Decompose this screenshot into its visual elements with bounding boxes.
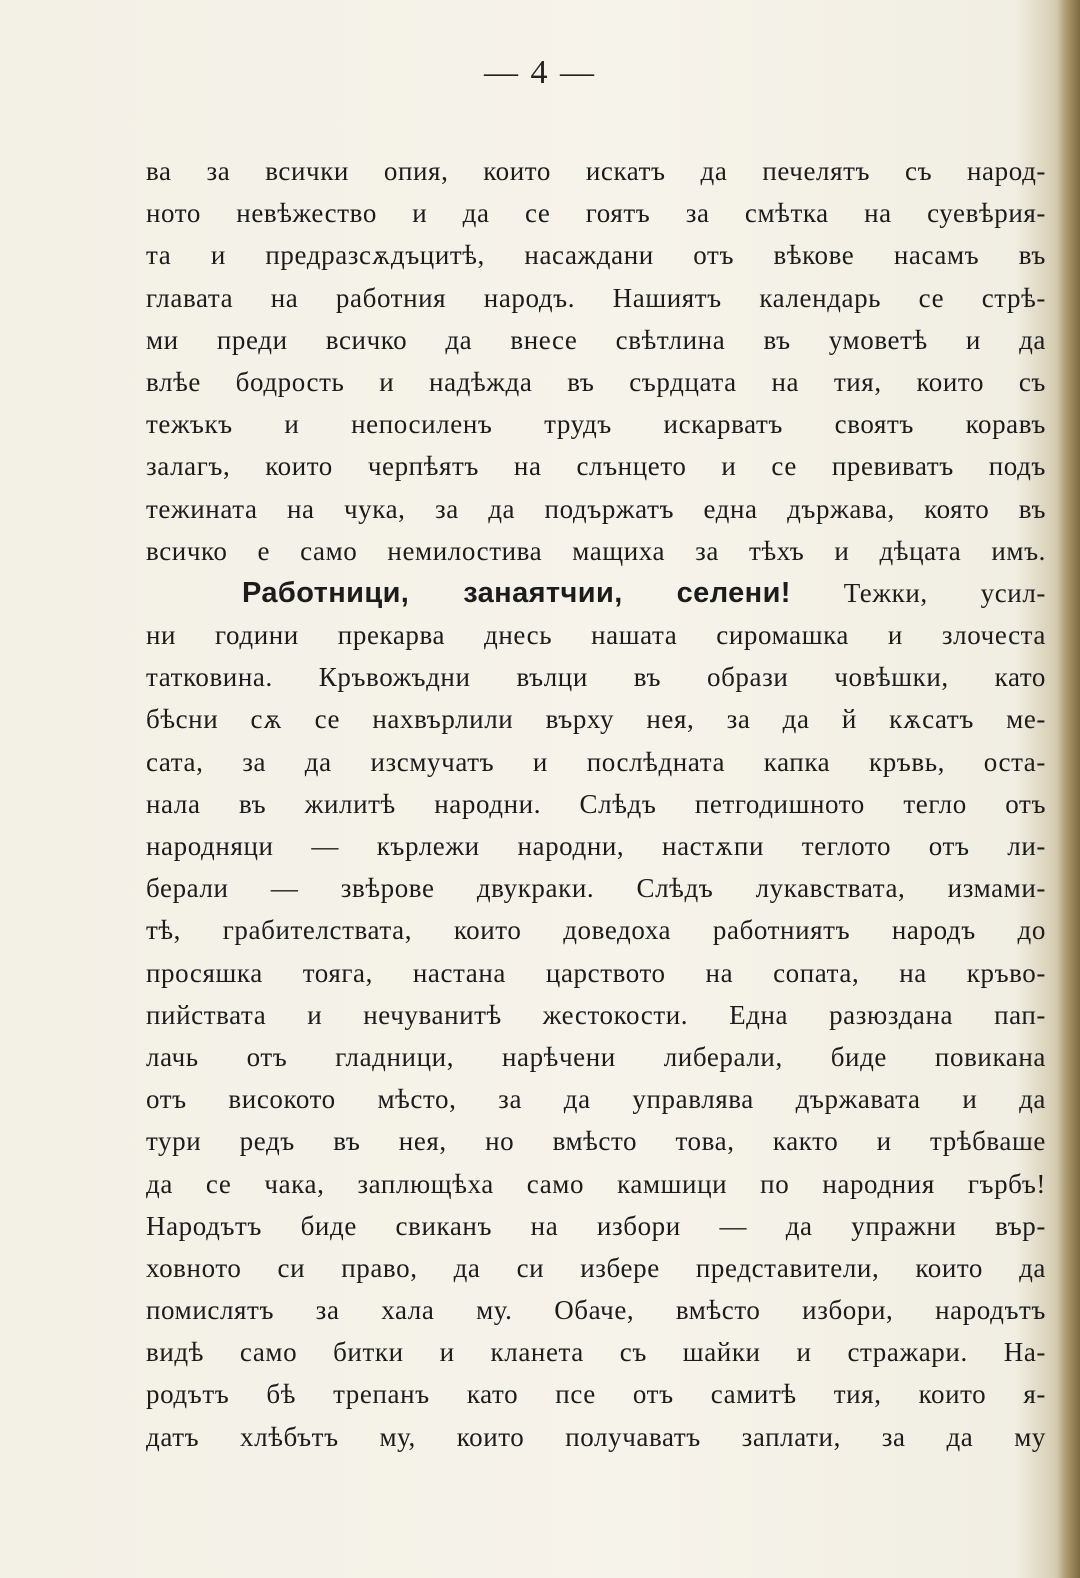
text-line: народняци — кърлежи народни, настѫпи теглото отъ ли- xyxy=(146,831,1046,861)
text-line: да се чака, заплющѣха само камшици по народния гърбъ! xyxy=(146,1168,1046,1199)
text-line: датъ хлѣбътъ му, които получаватъ заплати, за да му xyxy=(146,1421,1046,1452)
text-line: бѣсни сѫ се нахвърлили върху нея, за да й кѫсатъ ме- xyxy=(146,704,1046,735)
text-line: влѣе бодрость и надѣжда въ сърдцата на тия, които съ xyxy=(146,366,1046,397)
text-line: ми преди всичко да внесе свѣтлина въ умоветѣ и да xyxy=(146,324,1046,355)
first-line-rest: Тежки, усил- xyxy=(843,577,1046,608)
text-line: тежината на чука, за да подържатъ една държава, която въ xyxy=(146,493,1046,524)
text-line: татковина. Кръвожъдни вълци въ образи човѣшки, като xyxy=(146,662,1046,693)
text-line: лачь отъ гладници, нарѣчени либерали, биде повикана xyxy=(146,1041,1046,1072)
text-line: нала въ жилитѣ народни. Слѣдъ петгодишното тегло отъ xyxy=(146,788,1046,819)
text-line: просяшка тояга, настана царството на сопата, на кръво- xyxy=(146,957,1046,988)
paragraph-1 xyxy=(146,150,1046,572)
page-number: — 4 — xyxy=(484,54,596,91)
text-line: ни години прекарва днесь нашата сиромашка и злочеста xyxy=(146,620,1046,651)
body-text xyxy=(146,150,1046,1458)
text-line: тежъкъ и непосиленъ трудъ искарватъ своятъ коравъ xyxy=(146,409,1046,440)
text-line: отъ високото мѣсто, за да управлява държавата и да xyxy=(146,1084,1046,1115)
text-line: главата на работния народъ. Нашиятъ календарь се стрѣ- xyxy=(146,282,1046,313)
text-line: видѣ само битки и кланета съ шайки и стражари. На- xyxy=(146,1337,1046,1368)
text-line: берали — звѣрове двукраки. Слѣдъ лукавствата, измами- xyxy=(146,873,1046,904)
page-edge-shadow xyxy=(1058,0,1080,1578)
text-line-first xyxy=(146,572,1046,614)
paragraph-lead-heading: Работници, занаятчии, селени! xyxy=(242,576,791,609)
text-line: родътъ бѣ трепанъ като псе отъ самитѣ тия, които я- xyxy=(146,1379,1046,1410)
text-line: залагъ, които черпѣятъ на слънцето и се превиватъ подъ xyxy=(146,451,1046,482)
text-line: ховното си право, да си избере представители, които да xyxy=(146,1252,1046,1283)
text-line: Народътъ биде свиканъ на избори — да упражни вър- xyxy=(146,1210,1046,1241)
text-line: та и предразсѫдъцитѣ, насаждани отъ вѣкове насамъ въ xyxy=(146,240,1046,271)
text-line: сата, за да изсмучатъ и послѣдната капка кръвь, оста- xyxy=(146,746,1046,777)
text-line: ното невѣжество и да се гоятъ за смѣтка на суевѣрия- xyxy=(146,198,1046,229)
paragraph-2 xyxy=(146,572,1046,1458)
text-line: тури редъ въ нея, но вмѣсто това, както и трѣбваше xyxy=(146,1126,1046,1157)
text-line: тѣ, грабителствата, които доведоха работниятъ народъ до xyxy=(146,915,1046,946)
text-line: помислятъ за хала му. Обаче, вмѣсто избори, народътъ xyxy=(146,1295,1046,1326)
text-line: ва за всички опия, които искатъ да печелятъ съ народ- xyxy=(146,156,1046,186)
text-line: пийствата и нечуванитѣ жестокости. Една разюздана пап- xyxy=(146,999,1046,1030)
text-line: всичко е само немилостива мащиха за тѣхъ и дѣцата имъ. xyxy=(146,535,1046,566)
